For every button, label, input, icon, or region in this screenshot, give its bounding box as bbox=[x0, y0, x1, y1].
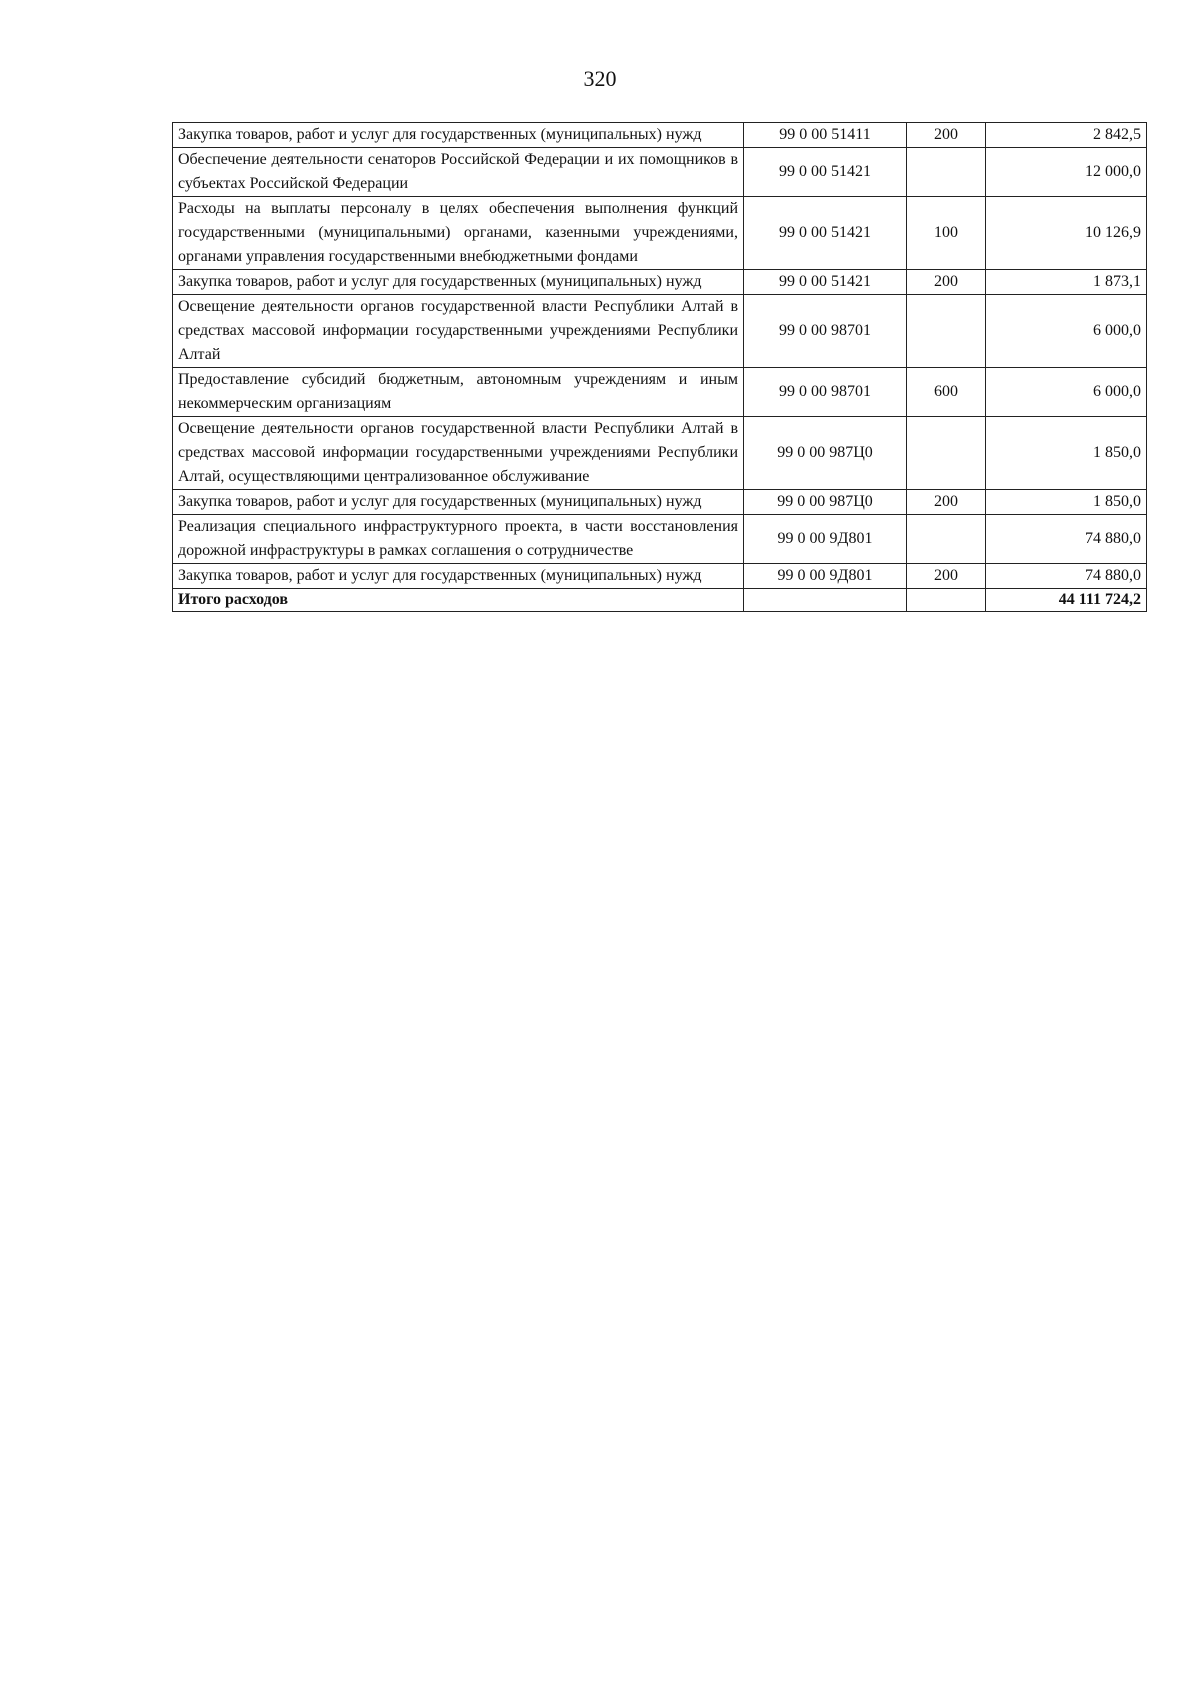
row-amount: 2 842,5 bbox=[986, 123, 1147, 148]
row-amount: 6 000,0 bbox=[986, 368, 1147, 417]
row-code: 99 0 00 98701 bbox=[744, 295, 907, 368]
table-row bbox=[173, 295, 1147, 368]
total-row bbox=[173, 589, 1147, 612]
row-expense-type: 100 bbox=[907, 197, 986, 270]
row-code: 99 0 00 987Ц0 bbox=[744, 417, 907, 490]
row-amount: 1 873,1 bbox=[986, 270, 1147, 295]
row-amount: 74 880,0 bbox=[986, 515, 1147, 564]
row-expense-type: 200 bbox=[907, 564, 986, 589]
row-expense-type: 200 bbox=[907, 270, 986, 295]
row-name: Реализация специального инфраструктурного проекта, в части восстановления дорожной инфраструктуры в рамках соглашения о сотрудничестве bbox=[173, 515, 744, 564]
row-code: 99 0 00 51421 bbox=[744, 148, 907, 197]
row-name: Предоставление субсидий бюджетным, автономным учреждениям и иным некоммерческим организациям bbox=[173, 368, 744, 417]
table-row bbox=[173, 148, 1147, 197]
row-amount: 6 000,0 bbox=[986, 295, 1147, 368]
row-name: Обеспечение деятельности сенаторов Российской Федерации и их помощников в субъектах Российской Федерации bbox=[173, 148, 744, 197]
row-name: Закупка товаров, работ и услуг для государственных (муниципальных) нужд bbox=[173, 270, 744, 295]
row-expense-type bbox=[907, 515, 986, 564]
row-amount: 12 000,0 bbox=[986, 148, 1147, 197]
row-expense-type: 600 bbox=[907, 368, 986, 417]
row-amount: 10 126,9 bbox=[986, 197, 1147, 270]
row-code: 99 0 00 51411 bbox=[744, 123, 907, 148]
row-name: Закупка товаров, работ и услуг для государственных (муниципальных) нужд bbox=[173, 123, 744, 148]
table-row bbox=[173, 197, 1147, 270]
table-row bbox=[173, 417, 1147, 490]
row-code: 99 0 00 987Ц0 bbox=[744, 490, 907, 515]
row-amount: 1 850,0 bbox=[986, 417, 1147, 490]
table-row bbox=[173, 368, 1147, 417]
row-name: Закупка товаров, работ и услуг для государственных (муниципальных) нужд bbox=[173, 490, 744, 515]
table-row bbox=[173, 490, 1147, 515]
row-code: 99 0 00 9Д801 bbox=[744, 564, 907, 589]
budget-table bbox=[172, 122, 1147, 612]
total-amount: 44 111 724,2 bbox=[986, 589, 1147, 612]
table-row bbox=[173, 564, 1147, 589]
row-name: Закупка товаров, работ и услуг для государственных (муниципальных) нужд bbox=[173, 564, 744, 589]
row-code: 99 0 00 98701 bbox=[744, 368, 907, 417]
row-name: Освещение деятельности органов государственной власти Республики Алтай в средствах массовой информации государственными учреждениями Республики Алтай bbox=[173, 295, 744, 368]
total-label: Итого расходов bbox=[173, 589, 744, 612]
row-code: 99 0 00 51421 bbox=[744, 197, 907, 270]
row-expense-type bbox=[907, 417, 986, 490]
row-name: Расходы на выплаты персоналу в целях обеспечения выполнения функций государственными (муниципальными) органами, казенными учреждениями, органами управления государственными внебюджетными фондами bbox=[173, 197, 744, 270]
row-amount: 74 880,0 bbox=[986, 564, 1147, 589]
row-expense-type: 200 bbox=[907, 123, 986, 148]
table-row bbox=[173, 270, 1147, 295]
row-expense-type bbox=[907, 295, 986, 368]
row-name: Освещение деятельности органов государственной власти Республики Алтай в средствах массовой информации государственными учреждениями Республики Алтай, осуществляющими централизованное обслуживание bbox=[173, 417, 744, 490]
total-code bbox=[744, 589, 907, 612]
table-row bbox=[173, 515, 1147, 564]
row-code: 99 0 00 9Д801 bbox=[744, 515, 907, 564]
row-amount: 1 850,0 bbox=[986, 490, 1147, 515]
table-row bbox=[173, 123, 1147, 148]
total-expense-type bbox=[907, 589, 986, 612]
row-expense-type bbox=[907, 148, 986, 197]
row-code: 99 0 00 51421 bbox=[744, 270, 907, 295]
row-expense-type: 200 bbox=[907, 490, 986, 515]
page-number: 320 bbox=[583, 66, 617, 91]
